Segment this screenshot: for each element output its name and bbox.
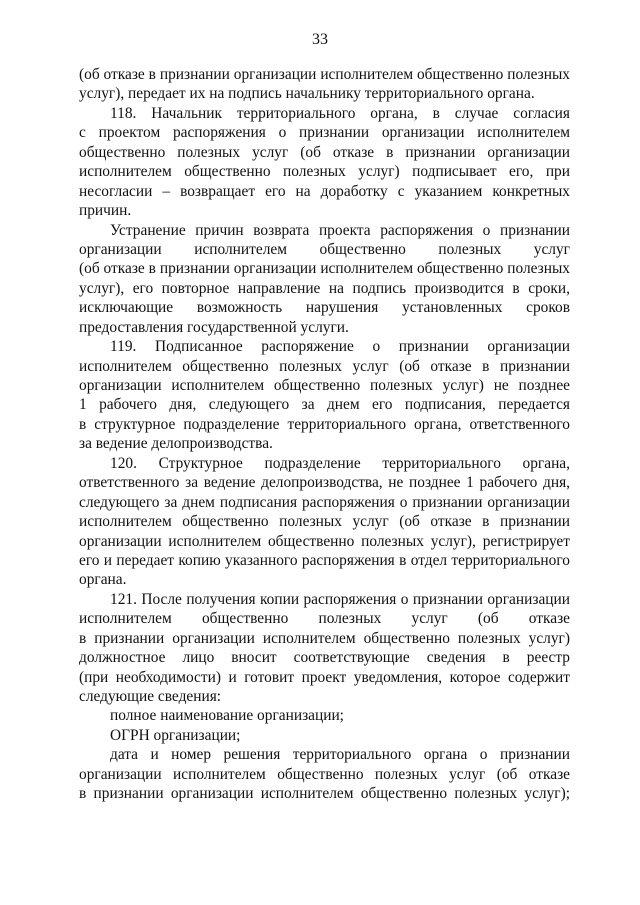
text-line: услуг), его повторное направление на подпись производится в сроки, [79, 279, 570, 297]
text-line: организации исполнителем общественно полезных услуг [79, 240, 570, 258]
text-line: 120. Структурное подразделение территориального органа, [110, 454, 570, 472]
text-line: организации исполнителем общественно полезных услуг), регистрирует [79, 532, 570, 550]
text-line: в признании организации исполнителем общественно полезных услуг) [79, 629, 570, 647]
text-line: предоставления государственной услуги. [79, 318, 349, 336]
text-line: несогласии – возвращает его на доработку с указанием конкретных [79, 182, 570, 200]
text-line: 121. После получения копии распоряжения о признании организации [110, 590, 570, 608]
text-line: исключающие возможность нарушения установленных сроков [79, 299, 570, 317]
text-line: (об отказе в признании организации исполнителем общественно полезных [79, 66, 570, 83]
text-line: исполнителем общественно полезных услуг (об отказе [79, 610, 570, 628]
text-line: в признании организации исполнителем общественно полезных услуг); [79, 785, 570, 803]
text-line: его и передает копию указанного распоряжения в отдел территориального [79, 551, 570, 569]
text-line: в структурное подразделение территориального органа, ответственного [79, 415, 570, 433]
text-line: полное наименование организации; [110, 707, 344, 725]
text-line: Устранение причин возврата проекта распоряжения о признании [110, 221, 570, 239]
text-line: исполнителем общественно полезных услуг (об отказе в признании [79, 513, 570, 531]
text-line: органа. [79, 571, 127, 589]
text-line: ОГРН организации; [110, 726, 241, 744]
text-line: 118. Начальник территориального органа, в случае согласия [110, 104, 570, 122]
text-line: (при необходимости) и готовит проект уведомления, которое содержит [79, 668, 570, 686]
text-line: организации исполнителем общественно полезных услуг (об отказе [79, 765, 570, 783]
text-line: (об отказе в признании организации исполнителем общественно полезных [79, 260, 570, 278]
page-number: 33 [312, 31, 328, 48]
text-line: 119. Подписанное распоряжение о признании организации [110, 338, 570, 356]
text-line: дата и номер решения территориального органа о признании [110, 746, 570, 764]
text-line: 1 рабочего дня, следующего за днем его подписания, передается [79, 396, 570, 414]
text-line: исполнителем общественно полезных услуг) подписывает его, при [79, 163, 570, 181]
text-line: за ведение делопроизводства. [79, 435, 273, 453]
text-line: исполнителем общественно полезных услуг (об отказе в признании [79, 357, 570, 375]
document-body [79, 65, 570, 804]
text-line: следующего за днем подписания распоряжения о признании организации [79, 493, 570, 511]
text-line: услуг), передает их на подпись начальнику территориального органа. [79, 85, 535, 103]
text-line: ответственного за ведение делопроизводства, не позднее 1 рабочего дня, [79, 474, 570, 492]
text-line: общественно полезных услуг (об отказе в признании организации [79, 143, 570, 161]
text-line: следующие сведения: [79, 688, 222, 705]
text-line: организации исполнителем общественно полезных услуг) не позднее [79, 377, 570, 394]
text-line: причин. [79, 202, 132, 220]
text-line: должностное лицо вносит соответствующие сведения в реестр [79, 649, 570, 667]
text-line: с проектом распоряжения о признании организации исполнителем [79, 124, 570, 142]
